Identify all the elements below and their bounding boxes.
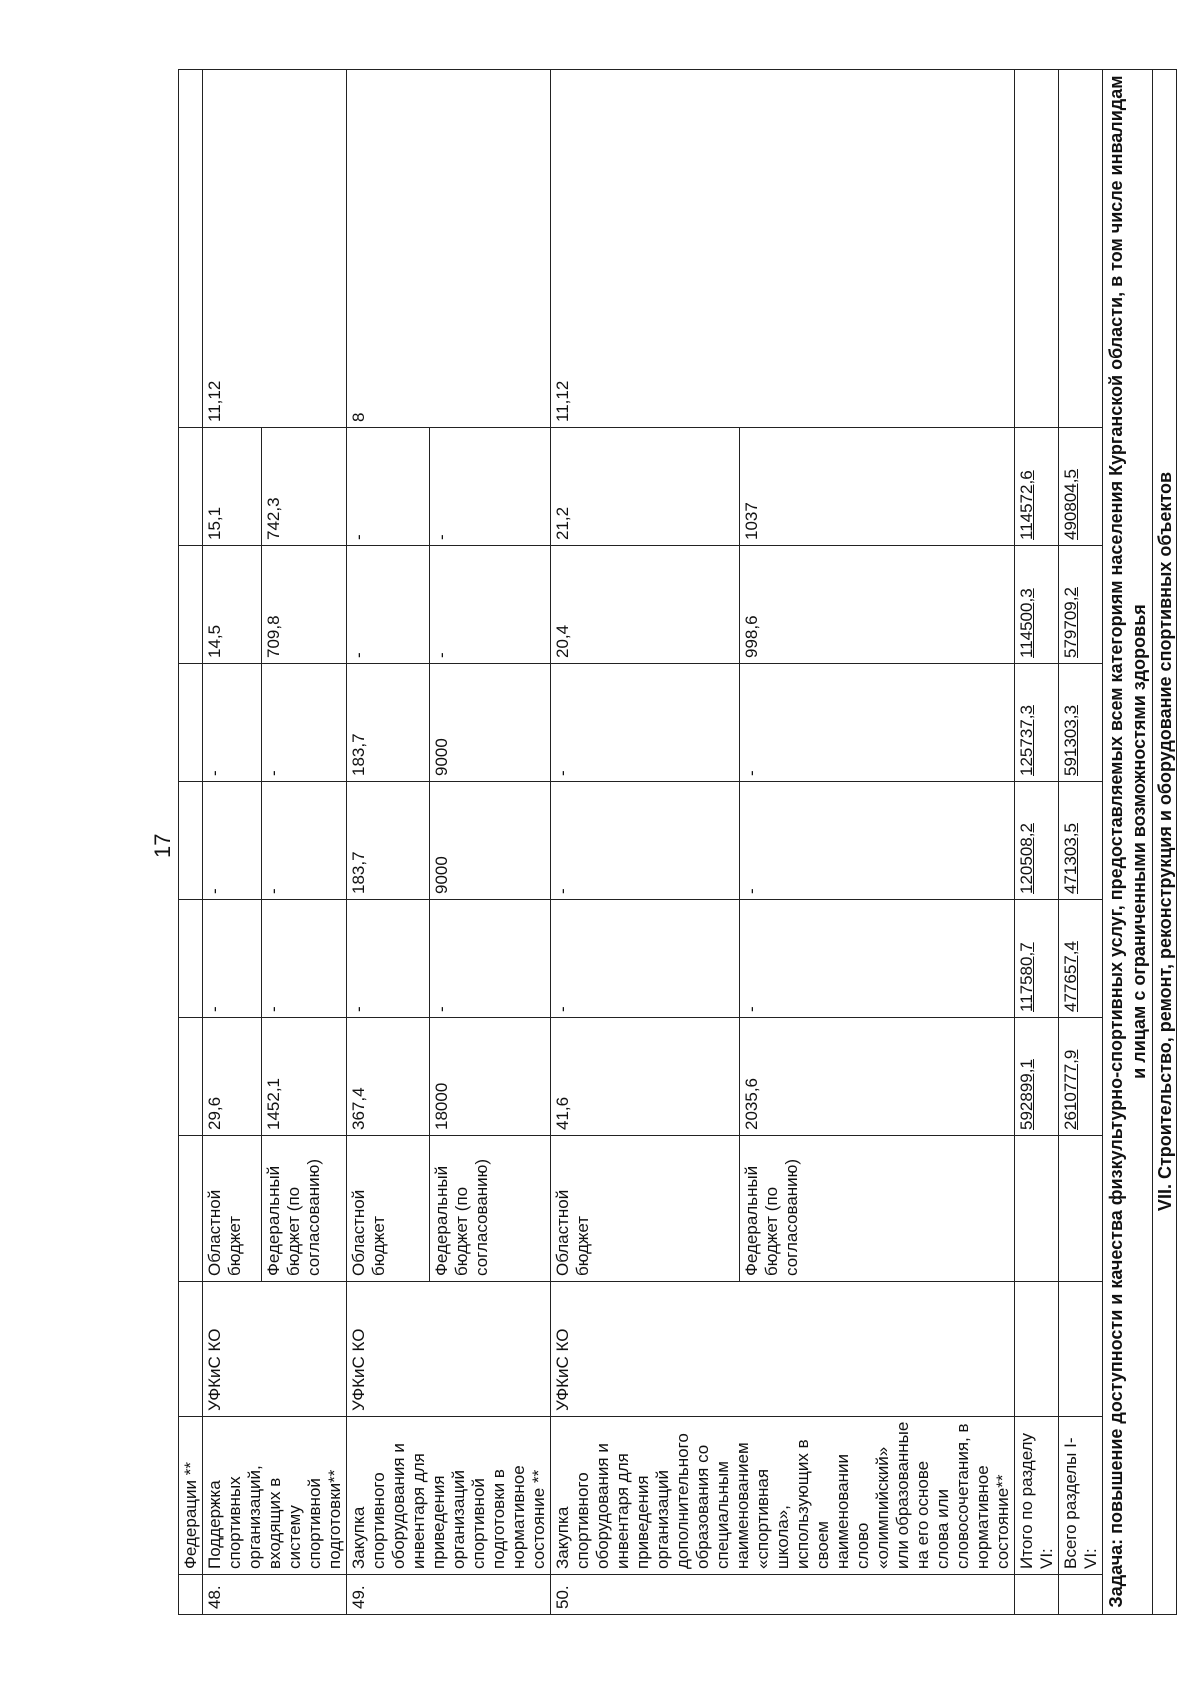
funding-source: Федеральный бюджет (по согласованию) <box>430 1136 551 1282</box>
value-y1: - <box>347 900 430 1018</box>
total-row-section-vi <box>1015 70 1059 1615</box>
value-y1: - <box>551 900 740 1018</box>
total-label: Итого по разделу VI: <box>1015 1417 1059 1575</box>
total-value: 114572,6 <box>1015 428 1059 546</box>
value-y4: 20,4 <box>551 546 740 664</box>
measure-name: Закупка спортивного оборудования и инвентаря для приведения организаций спортивной подготовки в нормативное состояние ** <box>347 1417 551 1575</box>
value-y5: - <box>430 428 551 546</box>
value-y3: - <box>740 664 1015 782</box>
funding-source: Федеральный бюджет (по согласованию) <box>740 1136 1015 1282</box>
total-value: 591303,3 <box>1059 664 1103 782</box>
continuation-cell: Федерации ** <box>179 1417 203 1575</box>
total-value: 120508,2 <box>1015 782 1059 900</box>
table-row-50-regional <box>551 70 740 1615</box>
total-value: 114500,3 <box>1015 546 1059 664</box>
value-y3: 9000 <box>430 664 551 782</box>
value-y5: 21,2 <box>551 428 740 546</box>
funding-source: Областной бюджет <box>551 1136 740 1282</box>
value-y5: 1037 <box>740 428 1015 546</box>
table-row-48-regional <box>203 70 262 1615</box>
value-total: 18000 <box>430 1018 551 1136</box>
value-total: 367,4 <box>347 1018 430 1136</box>
value-y3: 183,7 <box>347 664 430 782</box>
executor: УФКиС КО <box>347 1282 551 1417</box>
total-value: 592899,1 <box>1015 1018 1059 1136</box>
value-y1: - <box>740 900 1015 1018</box>
value-y5: 15,1 <box>203 428 262 546</box>
value-total: 2035,6 <box>740 1018 1015 1136</box>
measure-name: Закупка спортивного оборудования и инвентаря для приведения организаций дополнительного образования со специальным наименованием «спортивная школа», использующих в своем наименовании слово «олимпийский» или образованные на его основе слова или словосочетания, в нормативное состояние** <box>551 1417 1015 1575</box>
value-y2: - <box>551 782 740 900</box>
value-total: 29,6 <box>203 1018 262 1136</box>
total-value: 2610777,9 <box>1059 1018 1103 1136</box>
executor: УФКиС КО <box>551 1282 1015 1417</box>
value-y3: - <box>203 664 262 782</box>
value-y4: - <box>347 546 430 664</box>
total-value: 125737,3 <box>1015 664 1059 782</box>
value-y3: - <box>261 664 346 782</box>
continuation-row <box>179 70 203 1615</box>
total-value: 490804,5 <box>1059 428 1103 546</box>
funding-source: Областной бюджет <box>347 1136 430 1282</box>
section-heading: VII. Строительство, ремонт, реконструкция и оборудование спортивных объектов <box>1153 70 1177 1615</box>
page-number: 17 <box>150 833 175 858</box>
funding-source: Федеральный бюджет (по согласованию) <box>261 1136 346 1282</box>
table-row-49-regional <box>347 70 430 1615</box>
value-y2: - <box>203 782 262 900</box>
total-label: Всего разделы I-VI: <box>1059 1417 1103 1575</box>
measure-name: Поддержка спортивных организаций, входящих в систему спортивной подготовки** <box>203 1417 347 1575</box>
value-total: 1452,1 <box>261 1018 346 1136</box>
indicator-ref: 11,12 <box>551 70 1015 428</box>
value-y1: - <box>203 900 262 1018</box>
executor: УФКиС КО <box>203 1282 347 1417</box>
value-y4: 998,6 <box>740 546 1015 664</box>
value-y4: 709,8 <box>261 546 346 664</box>
row-number: 49. <box>347 1575 551 1615</box>
value-total: 41,6 <box>551 1018 740 1136</box>
total-value: 471303,5 <box>1059 782 1103 900</box>
value-y1: - <box>261 900 346 1018</box>
budget-table <box>178 69 1177 1615</box>
total-value: 477657,4 <box>1059 900 1103 1018</box>
value-y2: - <box>261 782 346 900</box>
row-number: 48. <box>203 1575 347 1615</box>
cell-num <box>179 1575 203 1615</box>
value-y2: 9000 <box>430 782 551 900</box>
total-value: 579709,2 <box>1059 546 1103 664</box>
value-y2: 183,7 <box>347 782 430 900</box>
value-y3: - <box>551 664 740 782</box>
total-value: 117580,7 <box>1015 900 1059 1018</box>
total-row-sections-i-vi <box>1059 70 1103 1615</box>
indicator-ref: 11,12 <box>203 70 347 428</box>
value-y4: 14,5 <box>203 546 262 664</box>
indicator-ref: 8 <box>347 70 551 428</box>
row-number: 50. <box>551 1575 1015 1615</box>
value-y4: - <box>430 546 551 664</box>
value-y1: - <box>430 900 551 1018</box>
value-y5: 742,3 <box>261 428 346 546</box>
task-text: Задача: повышение доступности и качества физкультурно-спортивных услуг, предоставляемых всем категориям населения Курганской области, в том числе инвалидам и лицам с ограниченными возможностями здоровья <box>1103 70 1153 1615</box>
section-row <box>1153 70 1177 1615</box>
funding-source: Областной бюджет <box>203 1136 262 1282</box>
value-y2: - <box>740 782 1015 900</box>
task-row <box>1103 70 1153 1615</box>
value-y5: - <box>347 428 430 546</box>
